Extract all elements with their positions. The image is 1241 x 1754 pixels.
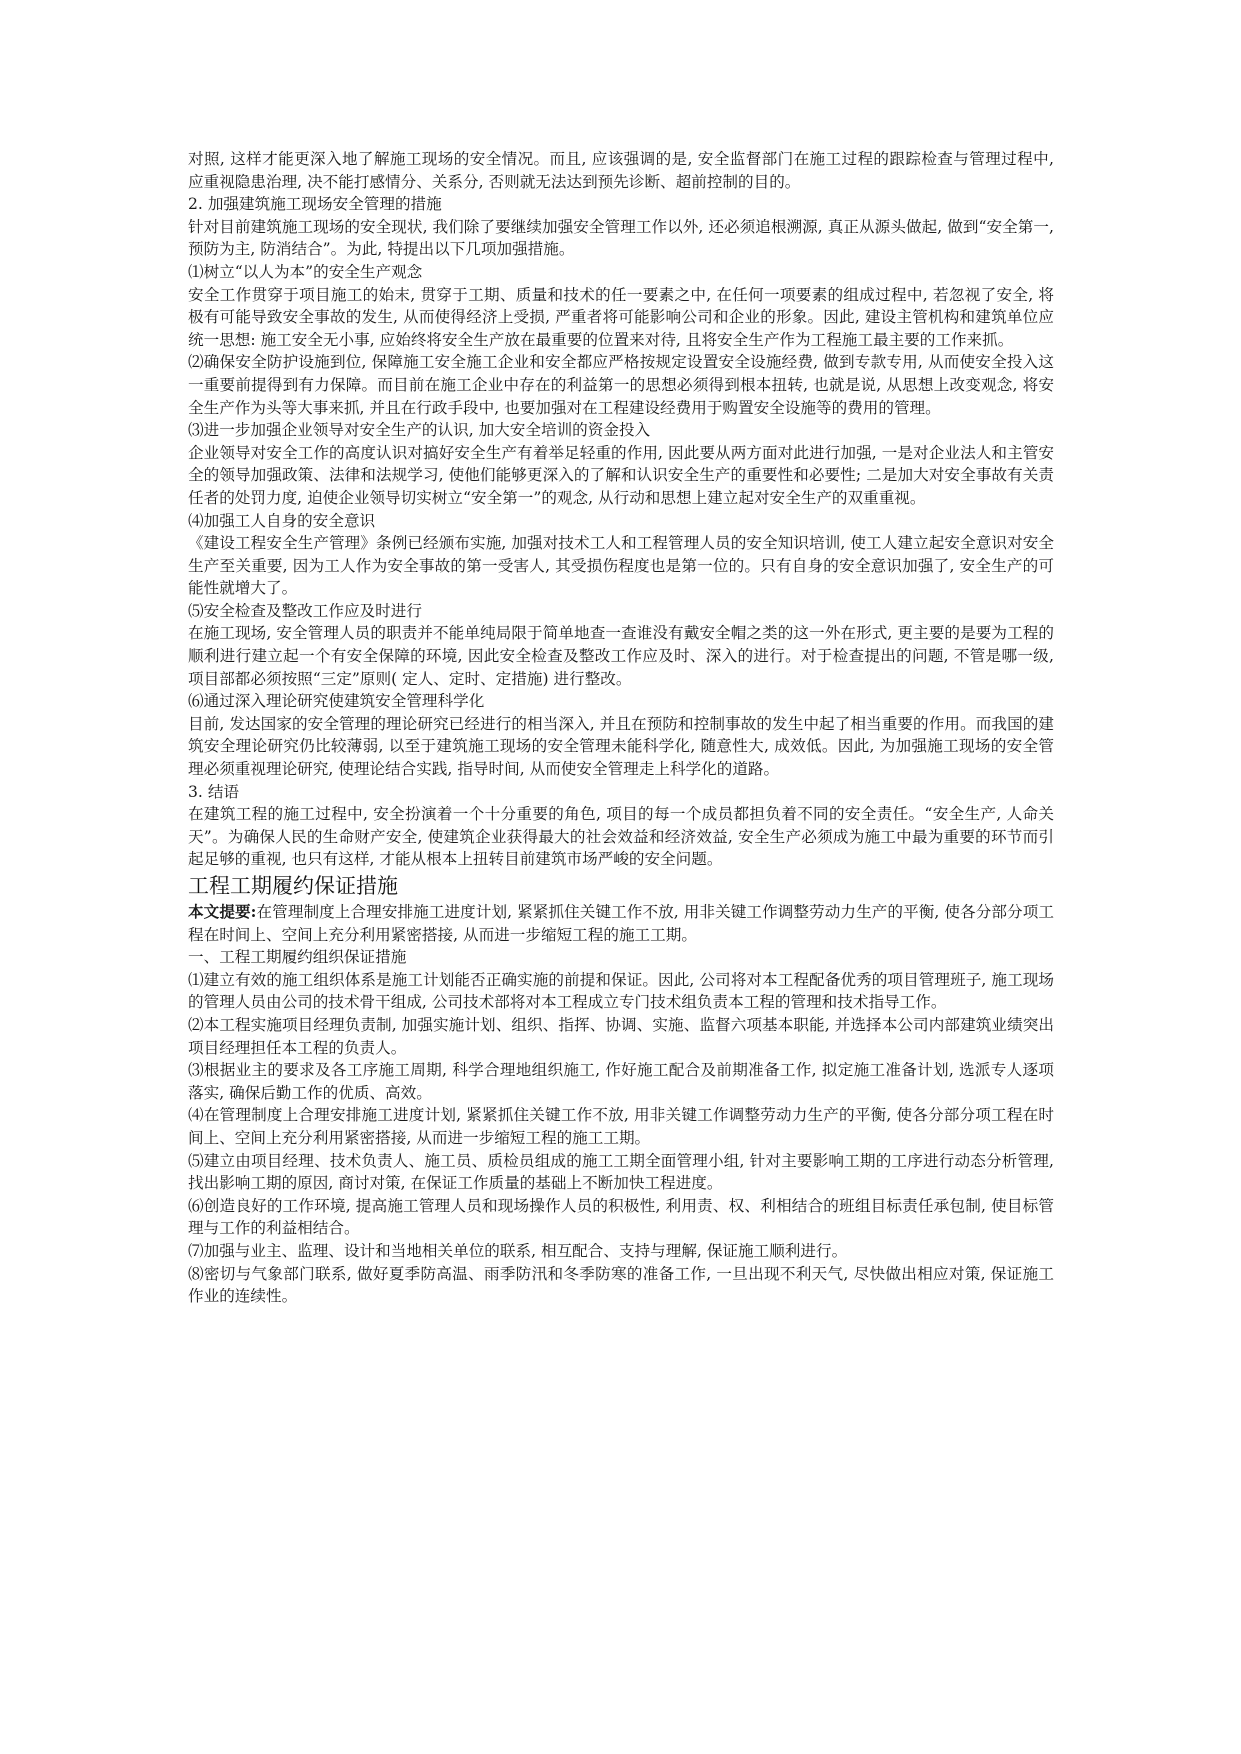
abstract	[188, 901, 1054, 946]
list-item: ⑻密切与气象部门联系, 做好夏季防高温、雨季防汛和冬季防寒的准备工作, 一旦出现不利天气, 尽快做出相应对策, 保证施工作业的连续性。	[188, 1264, 1054, 1306]
section-heading: 一、工程工期履约组织保证措施	[188, 948, 407, 967]
list-item: ⑸建立由项目经理、技术负责人、施工员、质检员组成的施工工期全面管理小组, 针对主要影响工期的工序进行动态分析管理, 找出影响工期的原因, 商讨对策, 在保证工作质量的基础上不断加快工程进度。	[188, 1151, 1054, 1193]
subheading: ⑶进一步加强企业领导对安全生产的认识, 加大安全培训的资金投入	[188, 421, 651, 440]
section-heading: 3. 结语	[188, 782, 240, 801]
paragraph: 在施工现场, 安全管理人员的职责并不能单纯局限于简单地查一查谁没有戴安全帽之类的这一外在形式, 更主要的是要为工程的顺利进行建立起一个有安全保障的环境, 因此安全检查及整改工作应及时、深入的进行。对于检查提出的问题, 不管是哪一级, 项目部都必须按照“三定”原则( 定人、定时、定措施) 进行整改。	[188, 624, 1054, 688]
subheading: ⑷加强工人自身的安全意识	[188, 511, 376, 530]
paragraph: 在建筑工程的施工过程中, 安全扮演着一个十分重要的角色, 项目的每一个成员都担负着不同的安全责任。“安全生产, 人命关天”。为确保人民的生命财产安全, 使建筑企业获得最大的社会效益和经济效益, 安全生产必须成为施工中最为重要的环节而引起足够的重视, 也只有这样, 才能从根本上扭转目前建筑市场严峻的安全问题。	[188, 805, 1054, 869]
paragraph: 目前, 发达国家的安全管理的理论研究已经进行的相当深入, 并且在预防和控制事故的发生中起了相当重要的作用。而我国的建筑安全理论研究仍比较薄弱, 以至于建筑施工现场的安全管理未能科学化, 随意性大, 成效低。因此, 为加强施工现场的安全管理必须重视理论研究, 使理论结合实践, 指导时间, 从而使安全管理走上科学化的道路。	[188, 714, 1054, 779]
paragraph: ⑵确保安全防护设施到位, 保障施工安全施工企业和安全都应严格按规定设置安全设施经费, 做到专款专用, 从而使安全投入这一重要前提得到有力保障。而目前在施工企业中存在的利益第一的思想必须得到根本扭转, 也就是说, 从思想上改变观念, 将安全生产作为头等大事来抓, 并且在行政手段中, 也要加强对在工程建设经费用于购置安全设施等的费用的管理。	[188, 353, 1054, 417]
article-title: 工程工期履约保证措施	[188, 874, 398, 898]
list-item: ⑵本工程实施项目经理负责制, 加强实施计划、组织、指挥、协调、实施、监督六项基本职能, 并选择本公司内部建筑业绩突出项目经理担任本工程的负责人。	[188, 1015, 1054, 1057]
subheading: ⑸安全检查及整改工作应及时进行	[188, 601, 422, 620]
paragraph: 针对目前建筑施工现场的安全现状, 我们除了要继续加强安全管理工作以外, 还必须追根溯源, 真正从源头做起, 做到“安全第一, 预防为主, 防消结合”。为此, 特提出以下几项加强措施。	[188, 217, 1054, 259]
list-item: ⑷在管理制度上合理安排施工进度计划, 紧紧抓住关键工作不放, 用非关键工作调整劳动力生产的平衡, 使各分部分项工程在时间上、空间上充分利用紧密搭接, 从而进一步缩短工程的施工工期。	[188, 1106, 1054, 1147]
subheading: ⑴树立“以人为本”的安全生产观念	[188, 262, 423, 281]
subheading: ⑹通过深入理论研究使建筑安全管理科学化	[188, 692, 485, 711]
list-item: ⑹创造良好的工作环境, 提高施工管理人员和现场操作人员的积极性, 利用责、权、利相结合的班组目标责任承包制, 使目标管理与工作的利益相结合。	[188, 1196, 1054, 1238]
section-heading: 2. 加强建筑施工现场安全管理的措施	[188, 195, 442, 214]
list-item: ⑺加强与业主、监理、设计和当地相关单位的联系, 相互配合、支持与理解, 保证施工顺利进行。	[188, 1241, 848, 1260]
abstract-text: 在管理制度上合理安排施工进度计划, 紧紧抓住关键工作不放, 用非关键工作调整劳动力生产的平衡, 使各分部分项工程在时间上、空间上充分利用紧密搭接, 从而进一步缩短工程的施工工期。	[188, 903, 1054, 944]
paragraph: 企业领导对安全工作的高度认识对搞好安全生产有着举足轻重的作用, 因此要从两方面对此进行加强, 一是对企业法人和主管安全的领导加强政策、法律和法规学习, 使他们能够更深入的了解和认识安全生产的重要性和必要性; 二是加大对安全事故有关责任者的处罚力度, 迫使企业领导切实树立“安全第一”的观念, 从行动和思想上建立起对安全生产的双重重视。	[188, 443, 1054, 507]
abstract-label: 本文提要:	[188, 902, 257, 921]
list-item: ⑴建立有效的施工组织体系是施工计划能否正确实施的前提和保证。因此, 公司将对本工程配备优秀的项目管理班子, 施工现场的管理人员由公司的技术骨干组成, 公司技术部将对本工程成立专门技术组负责本工程的管理和技术指导工作。	[188, 970, 1054, 1012]
paragraph: 《建设工程安全生产管理》条例已经颁布实施, 加强对技术工人和工程管理人员的安全知识培训, 使工人建立起安全意识对安全生产至关重要, 因为工人作为安全事故的第一受害人, 其受损伤程度也是第一位的。只有自身的安全意识加强了, 安全生产的可能性就增大了。	[188, 534, 1054, 598]
paragraph: 对照, 这样才能更深入地了解施工现场的安全情况。而且, 应该强调的是, 安全监督部门在施工过程的跟踪检查与管理过程中, 应重视隐患治理, 决不能打感情分、关系分, 否则就无法达到预先诊断、超前控制的目的。	[188, 150, 1054, 191]
list-item: ⑶根据业主的要求及各工序施工周期, 科学合理地组织施工, 作好施工配合及前期准备工作, 拟定施工准备计划, 选派专人逐项落实, 确保后勤工作的优质、高效。	[188, 1061, 1054, 1102]
document-page	[188, 148, 1054, 1308]
paragraph: 安全工作贯穿于项目施工的始末, 贯穿于工期、质量和技术的任一要素之中, 在任何一项要素的组成过程中, 若忽视了安全, 将极有可能导致安全事故的发生, 从而使得经济上受损, 严重者将可能影响公司和企业的形象。因此, 建设主管机构和建筑单位应统一思想: 施工安全无小事, 应始终将安全生产放在最重要的位置来对待, 且将安全生产作为工程施工最主要的工作来抓。	[188, 285, 1054, 349]
